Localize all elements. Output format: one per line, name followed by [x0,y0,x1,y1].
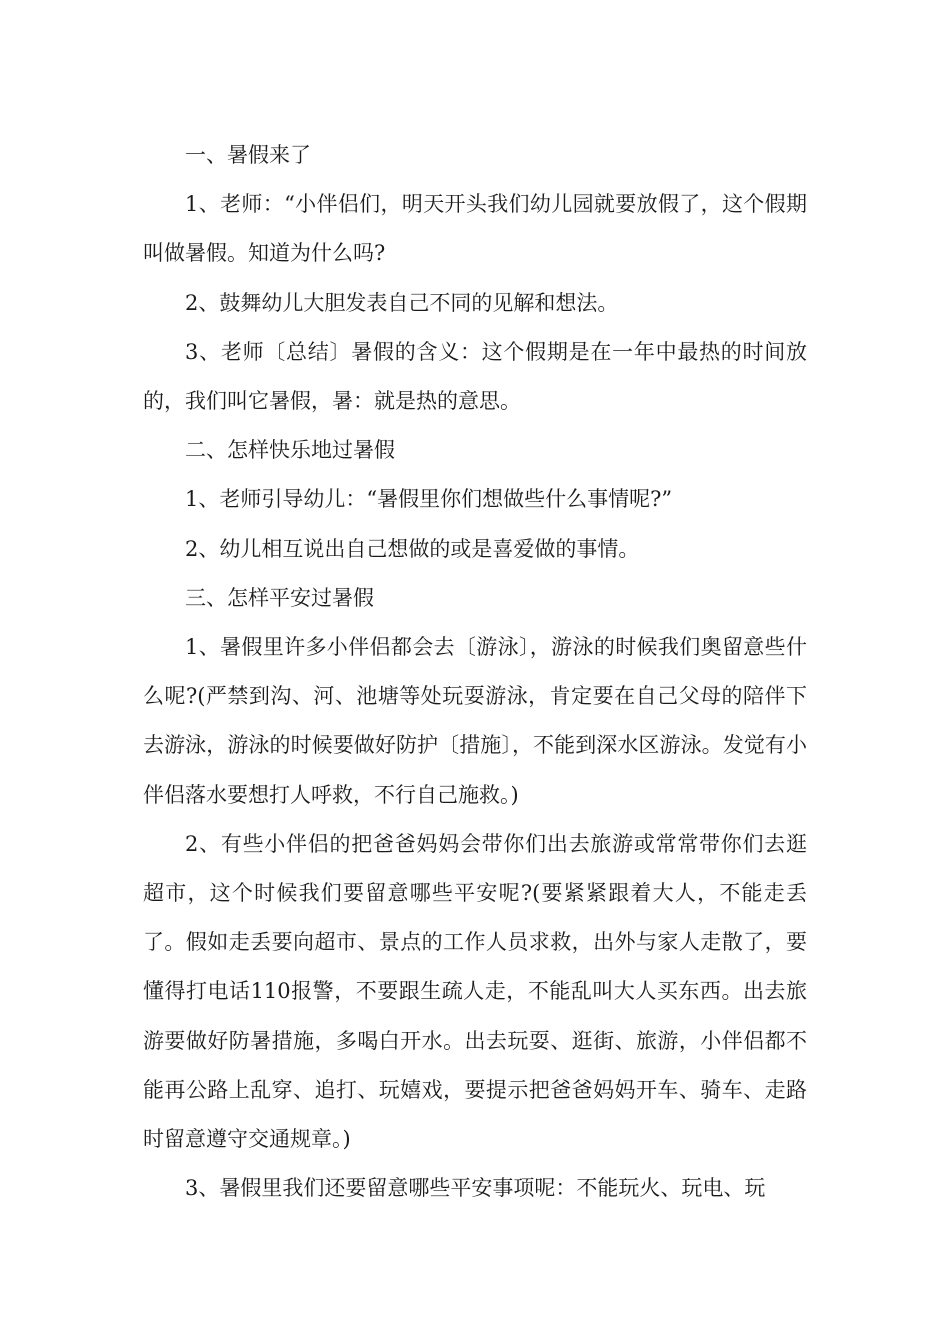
section-heading-happy-summer: 二、怎样快乐地过暑假 [185,438,395,463]
section-heading-summer-vacation: 一、暑假来了 [185,143,311,167]
paragraph: 3、暑假里我们还要留意哪些平安事项呢：不能玩火、玩电、玩 [185,1176,766,1201]
paragraph: 2、幼儿相互说出自己想做的或是喜爱做的事情。 [185,536,640,561]
paragraph: 1、老师：“小伴侣们，明天开头我们幼儿园就要放假了，这个假期叫做暑假。知道为什么吗? [143,192,807,266]
section-heading-safe-summer: 三、怎样平安过暑假 [185,585,374,610]
paragraph: 3、老师〔总结〕暑假的含义：这个假期是在一年中最热的时间放的，我们叫它暑假，暑：就是热的意思。 [143,339,807,414]
document-body [143,131,807,1213]
paragraph: 1、老师引导幼儿：“暑假里你们想做些什么事情呢?” [185,487,673,512]
paragraph: 2、鼓舞幼儿大胆发表自己不同的见解和想法。 [185,290,619,315]
paragraph: 2、有些小伴侣的把爸爸妈妈会带你们出去旅游或常常带你们去逛超市，这个时候我们要留意哪些平安呢?(要紧紧跟着大人，不能走丢了。假如走丢要向超市、景点的工作人员求救，出外与家人走散了，要懂得打电话110报警，不要跟生疏人走，不能乱叫大人买东西。出去旅游要做好防暑措施，多喝白开水。出去玩耍、逛街、旅游，小伴侣都不能再公路上乱穿、追打、玩嬉戏，要提示把爸爸妈妈开车、骑车、走路时留意遵守交通规章。) [143,831,807,1152]
paragraph: 1、暑假里许多小伴侣都会去〔游泳〕，游泳的时候我们奥留意些什么呢?(严禁到沟、河、池塘等处玩耍游泳，肯定要在自己父母的陪伴下去游泳，游泳的时候要做好防护〔措施〕，不能到深水区游泳。发觉有小伴侣落水要想打人呼救，不行自己施救。) [143,635,807,807]
